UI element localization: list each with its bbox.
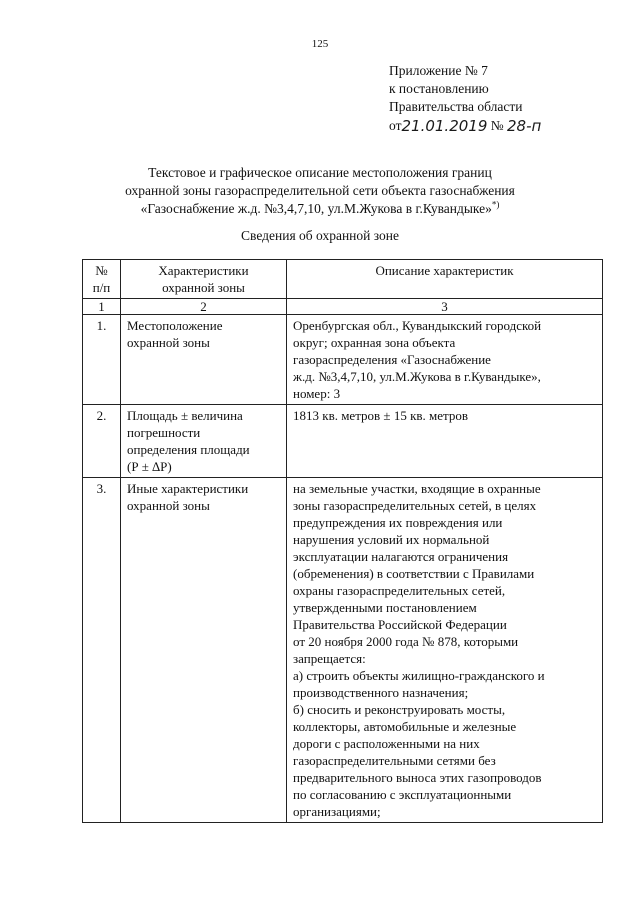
appendix-title: Приложение № 7 [389,63,488,78]
description-line: предупреждения их повреждения или [293,515,503,530]
appendix-line-2: к постановлению [389,81,489,96]
zone-info-table [82,259,603,823]
title-line-3-text: «Газоснабжение ж.д. №3,4,7,10, ул.М.Жукова в г.Кувандыке» [140,201,492,216]
description-line: производственного назначения; [293,685,469,700]
row-number: 3. [83,478,121,823]
description-line: от 20 ноября 2000 года № 878, которыми [293,634,519,649]
handwritten-date: 21.01.2019 [401,117,488,135]
title-line-1: Текстовое и графическое описание местоположения границ [148,165,492,180]
title-line-2: охранной зоны газораспределительной сети объекта газоснабжения [125,183,515,198]
page-number: 125 [311,38,329,50]
row-description [287,478,603,823]
description-line: номер: 3 [293,386,341,401]
description-line: по согласованию с эксплуатационными [293,787,512,802]
table-row [83,405,603,478]
title-line-3 [80,200,560,218]
table-body [83,315,603,823]
row-characteristic [121,405,287,478]
description-line: (обременения) в соответствии с Правилами [293,566,535,581]
footnote-mark: *) [491,199,500,210]
index-cell: 3 [287,299,603,315]
table-row [83,315,603,405]
header-description: Описание характеристик [287,260,603,299]
characteristic-line: погрешности [127,425,201,440]
row-characteristic [121,478,287,823]
description-line: Оренбургская обл., Кувандыкский городской [293,318,542,333]
index-cell: 2 [121,299,287,315]
description-line: б) сносить и реконструировать мосты, [293,702,506,717]
description-line: дороги с расположенными на них [293,736,480,751]
description-line: нарушения условий их нормальной [293,532,490,547]
description-line: ж.д. №3,4,7,10, ул.М.Жукова в г.Кувандыке», [293,369,541,384]
description-line: утвержденными постановлением [293,600,477,615]
description-line: газораспределения «Газоснабжение [293,352,491,367]
number-label: № [490,118,504,133]
header-num: № п/п [83,260,121,299]
section-heading: Сведения об охранной зоне [241,228,399,243]
description-line: организациями; [293,804,381,819]
characteristic-line: определения площади [127,442,250,457]
row-description [287,405,603,478]
date-prefix: от [389,118,402,133]
description-line: охраны газораспределительных сетей, [293,583,506,598]
description-line: газораспределительными сетями без [293,753,496,768]
header-characteristics: Характеристики охранной зоны [121,260,287,299]
table-index-row [83,299,603,315]
description-line: запрещается: [293,651,366,666]
appendix-date-line [389,116,609,135]
description-line: коллекторы, автомобильные и железные [293,719,517,734]
characteristic-line: охранной зоны [127,498,210,513]
row-characteristic [121,315,287,405]
description-line: 1813 кв. метров ± 15 кв. метров [293,408,468,423]
row-number: 1. [83,315,121,405]
table-row [83,478,603,823]
appendix-block [389,62,609,135]
characteristic-line: Иные характеристики [127,481,249,496]
table-header-row [83,260,603,299]
description-line: на земельные участки, входящие в охранные [293,481,541,496]
description-line: эксплуатации налагаются ограничения [293,549,509,564]
characteristic-line: Площадь ± величина [127,408,243,423]
row-number: 2. [83,405,121,478]
description-line: а) строить объекты жилищно-гражданского и [293,668,545,683]
characteristic-line: охранной зоны [127,335,210,350]
handwritten-number: 28-п [507,117,542,135]
index-cell: 1 [83,299,121,315]
description-line: зоны газораспределительных сетей, в целях [293,498,537,513]
description-line: округ; охранная зона объекта [293,335,456,350]
row-description [287,315,603,405]
characteristic-line: Местоположение [127,318,223,333]
appendix-line-3: Правительства области [389,99,523,114]
document-title [80,164,560,218]
characteristic-line: (Р ± ∆Р) [127,459,172,474]
description-line: предварительного выноса этих газопроводов [293,770,542,785]
description-line: Правительства Российской Федерации [293,617,507,632]
